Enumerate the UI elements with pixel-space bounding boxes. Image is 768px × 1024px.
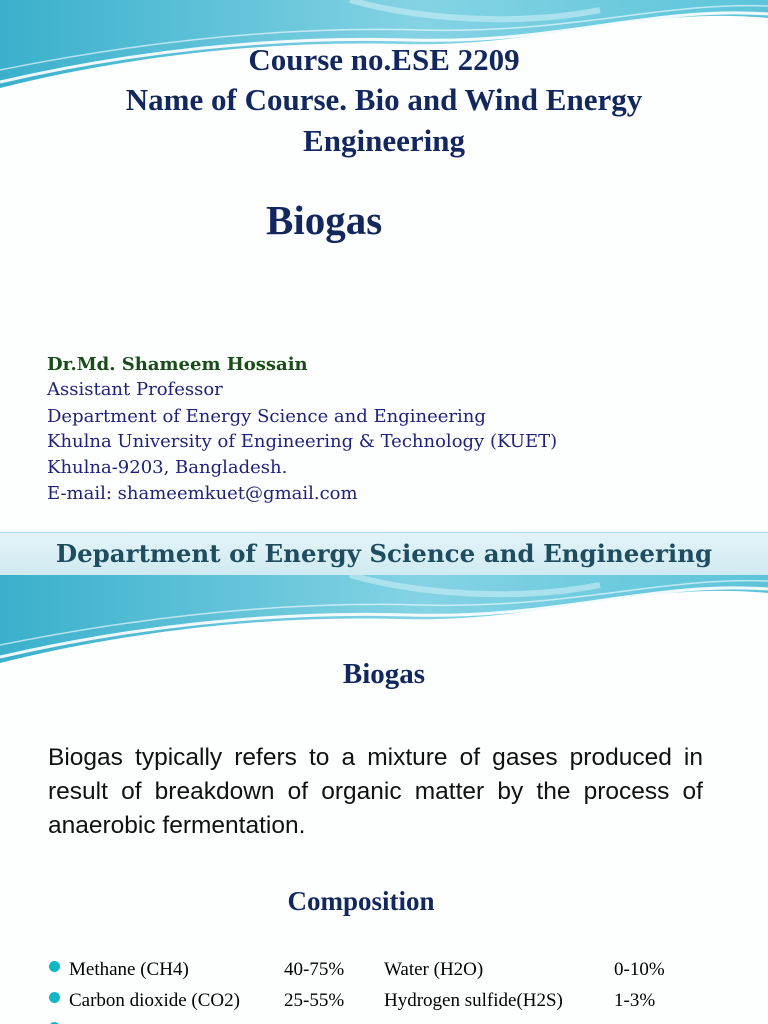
footer-text: Department of Energy Science and Engineering bbox=[55, 539, 713, 568]
composition-row bbox=[0, 956, 768, 986]
course-name-continued: Engineering bbox=[303, 123, 465, 158]
author-email: E-mail: shameemkuet@gmail.com bbox=[47, 483, 358, 504]
author-university: Khulna University of Engineering & Technology (KUET) bbox=[47, 431, 558, 452]
composition-row-partial bbox=[0, 1017, 768, 1024]
gas-name: Water (H2O) bbox=[384, 959, 484, 980]
gas-range: 1-3% bbox=[614, 990, 656, 1011]
composition-heading: Composition bbox=[287, 886, 435, 916]
slide-title: Biogas bbox=[342, 658, 426, 690]
author-address: Khulna-9203, Bangladesh. bbox=[47, 457, 288, 478]
bullet-icon bbox=[49, 961, 60, 972]
author-name: Dr.Md. Shameem Hossain bbox=[47, 354, 308, 375]
gas-name: Hydrogen sulfide(H2S) bbox=[384, 990, 563, 1011]
definition-paragraph: Biogas typically refers to a mixture of gases produced in result of breakdown of organic matter by the process of anaerobic fermentation. bbox=[48, 744, 703, 839]
biogas-slide bbox=[0, 575, 768, 1024]
topic-title: Biogas bbox=[266, 197, 383, 243]
course-name: Name of Course. Bio and Wind Energy bbox=[125, 82, 643, 117]
course-number: Course no.ESE 2209 bbox=[248, 42, 520, 77]
author-department: Department of Energy Science and Engineering bbox=[47, 406, 486, 427]
gas-name: Carbon dioxide (CO2) bbox=[69, 990, 240, 1011]
gas-range: 40-75% bbox=[284, 959, 345, 980]
department-footer bbox=[0, 532, 768, 575]
gas-name: Methane (CH4) bbox=[69, 959, 189, 980]
gas-range: 0-10% bbox=[614, 959, 665, 980]
gas-range: 25-55% bbox=[284, 990, 345, 1011]
author-position: Assistant Professor bbox=[47, 379, 223, 400]
composition-row bbox=[0, 987, 768, 1017]
bullet-icon bbox=[49, 992, 60, 1003]
